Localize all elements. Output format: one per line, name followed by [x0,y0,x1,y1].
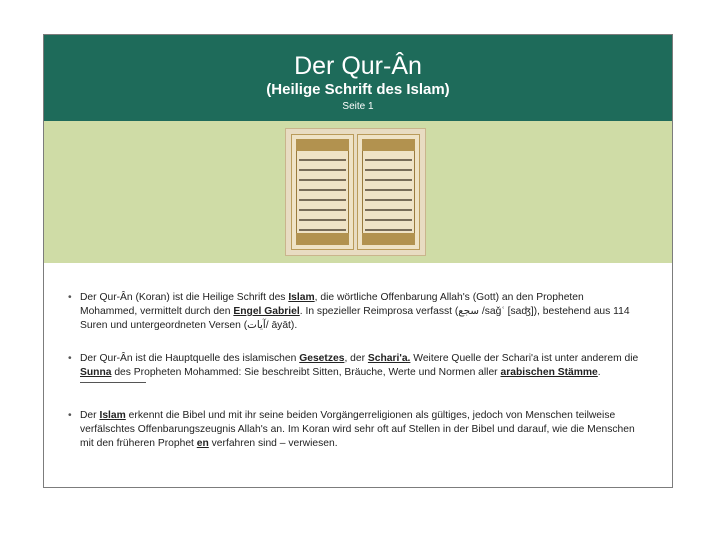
bullet-icon: • [68,353,72,364]
manuscript-left-page [291,134,354,250]
image-band [44,121,672,263]
link-arabische-staemme[interactable]: arabischen Stämme [500,367,598,378]
quran-manuscript-image [285,128,426,256]
bullet-item: • Der Islam erkennt die Bibel und mit ihr seine beiden Vorgängerreligionen als gültiges, jedoch von Menschen teilweise verfälschtes Offenbarungszeugnis Allah's an. Im Koran wird sehr oft auf Stellen in der Bibel und darauf, wie die Menschen mit den früheren Prophet en verfahren sind – verwiesen. [68,410,635,449]
link-islam-2[interactable]: Islam [99,410,126,421]
bullet-icon: • [68,410,72,421]
page-title: Der Qur-Ân [294,52,422,80]
manuscript-right-page [357,134,420,250]
link-islam[interactable]: Islam [288,292,315,303]
bullet-item: • Der Qur-Ân ist die Hauptquelle des islamischen Gesetzes, der Schari'a. Weitere Quelle der Schari'a ist unter anderem die Sunna des Propheten Mohammed: Sie beschreibt Sitten, Bräuche, Werte und Normen aller arabischen Stämme. [80,352,640,383]
bullet-icon: • [68,292,72,303]
page-number: Seite 1 [342,101,374,112]
link-scharia[interactable]: Schari'a. [367,353,411,364]
page-subtitle: (Heilige Schrift des Islam) [266,81,450,98]
link-gesetzes[interactable]: Gesetzes [299,353,345,364]
bullet-item: • Der Qur-Ân (Koran) ist die Heilige Schrift des Islam, die wörtliche Offenbarung Allah's (Gott) an den Propheten Mohammed, vermittelt durch den Engel Gabriel. In spezieller Reimprosa verfasst (سجع /saǧʿ [saʤ]), bestehend aus 114 Suren und untergeordneten Versen (آيات/ āyāt). [68,292,630,331]
link-sunna[interactable]: Sunna [80,367,112,378]
slide [43,34,673,488]
link-propheten[interactable]: en [196,438,209,449]
divider [80,382,146,383]
link-engel-gabriel[interactable]: Engel Gabriel [233,306,300,317]
title-banner [44,35,672,121]
